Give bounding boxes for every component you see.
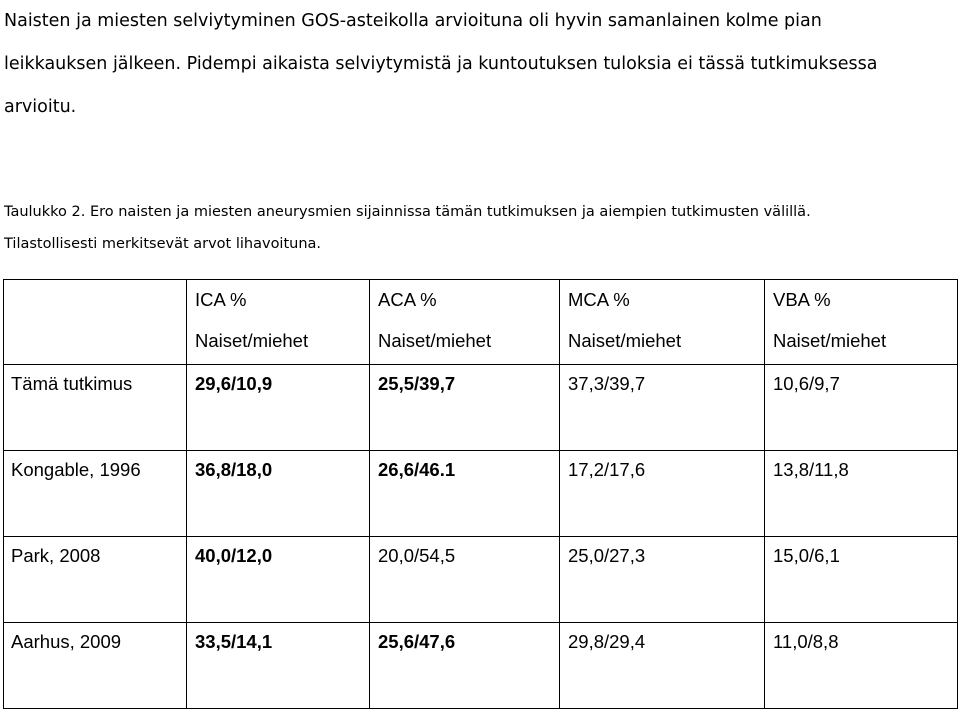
header-sublabel: Naiset/miehet [568,330,682,351]
header-cell-ica [187,280,370,365]
mca-cell [560,451,765,537]
study-name: Tämä tutkimus [11,373,133,394]
header-label: MCA % [568,289,630,310]
ica-cell [187,537,370,623]
mca-value: 25,0/27,3 [568,545,646,566]
header-cell-aca [370,280,560,365]
mca-cell [560,623,765,709]
table-row [4,451,958,537]
study-cell [4,365,187,451]
vba-cell [765,451,958,537]
header-sublabel: Naiset/miehet [195,330,309,351]
ica-cell [187,623,370,709]
ica-value: 29,6/10,9 [195,373,273,394]
header-label: ACA % [378,289,437,310]
vba-value: 10,6/9,7 [773,373,840,394]
vba-cell [765,537,958,623]
ica-value: 40,0/12,0 [195,545,273,566]
header-cell-vba [765,280,958,365]
header-sublabel: Naiset/miehet [773,330,887,351]
mca-value: 17,2/17,6 [568,459,646,480]
intro-line: leikkauksen jälkeen. Pidempi aikaista selviytymistä ja kuntoutuksen tuloksia ei tässä tutkimuksessa [4,54,878,74]
study-name: Park, 2008 [11,545,101,566]
aca-cell [370,451,560,537]
study-cell [4,623,187,709]
aneurysm-location-table [3,279,958,709]
header-cell-mca [560,280,765,365]
aca-cell [370,537,560,623]
vba-cell [765,365,958,451]
intro-paragraph [4,0,954,129]
table-caption [4,196,954,260]
ica-value: 33,5/14,1 [195,631,273,652]
intro-line: Naisten ja miesten selviytyminen GOS-asteikolla arvioituna oli hyvin samanlainen kolme pian [4,11,822,31]
aca-cell [370,623,560,709]
aca-value: 26,6/46.1 [378,459,456,480]
vba-value: 11,0/8,8 [773,631,839,652]
aca-value: 25,5/39,7 [378,373,456,394]
study-name: Aarhus, 2009 [11,631,122,652]
vba-value: 13,8/11,8 [773,459,849,480]
mca-value: 29,8/29,4 [568,631,646,652]
study-name: Kongable, 1996 [11,459,141,480]
ica-cell [187,451,370,537]
table-row [4,623,958,709]
caption-line: Tilastollisesti merkitsevät arvot lihavoituna. [4,236,322,252]
ica-cell [187,365,370,451]
aca-value: 25,6/47,6 [378,631,456,652]
mca-cell [560,537,765,623]
vba-cell [765,623,958,709]
header-sublabel: Naiset/miehet [378,330,492,351]
intro-line: arvioitu. [4,97,77,117]
aca-value: 20,0/54,5 [378,545,456,566]
table-header-row [4,280,958,365]
ica-value: 36,8/18,0 [195,459,273,480]
study-cell [4,537,187,623]
vba-value: 15,0/6,1 [773,545,840,566]
header-cell-empty [4,280,187,365]
mca-cell [560,365,765,451]
header-label: VBA % [773,289,831,310]
mca-value: 37,3/39,7 [568,373,646,394]
caption-line: Taulukko 2. Ero naisten ja miesten aneurysmien sijainnissa tämän tutkimuksen ja aiempien tutkimusten välillä. [4,204,811,220]
study-cell [4,451,187,537]
table-row [4,537,958,623]
header-label: ICA % [195,289,247,310]
table-row [4,365,958,451]
aca-cell [370,365,560,451]
